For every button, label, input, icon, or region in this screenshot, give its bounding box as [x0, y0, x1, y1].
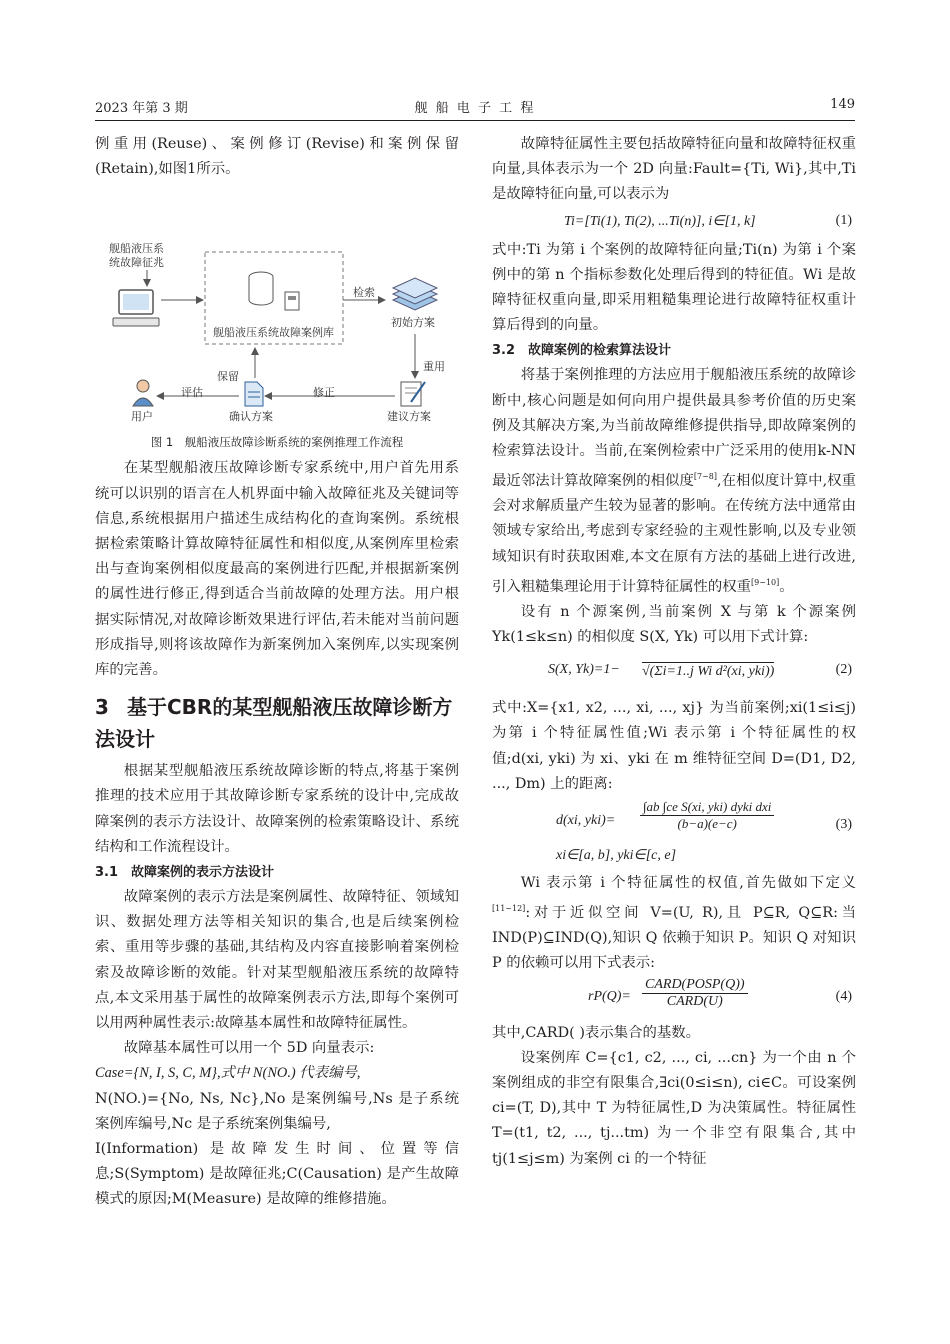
- confirmed-doc-icon: [245, 382, 263, 406]
- paragraph-basic-attr-b: Case={N, I, S, C, M},式中 N(NO.) 代表编号,: [95, 1065, 361, 1082]
- subsection-3-2-heading: 3.2 故障案例的检索算法设计: [492, 343, 672, 359]
- paragraph-card: 其中,CARD( )表示集合的基数。: [492, 1024, 701, 1041]
- equation-4-number: (4): [835, 988, 852, 1004]
- paragraph-similarity: 设有 n 个源案例,当前案例 X 与第 k 个源案例 Yk(1≤k≤n) 的相似度 S(X, Yk) 可以用下式计算:: [492, 603, 856, 646]
- journal-issue: 2023 年第 3 期: [95, 101, 188, 116]
- paragraph-eq2-desc: 式中:X={x1, x2, ..., xi, ..., xj} 为当前案例;xi(1≤i≤j) 为第 i 个特征属性值;Wi 表示第 i 个特征属性的权值;d(xi, yki) 为 xi、yki 在 m 维特征空间 D=(D1, D2, ..., Dm) 上的距离:: [492, 700, 856, 792]
- paragraph-workflow: 在某型舰船液压故障诊断专家系统中,用户首先用系统可以识别的语言在人机界面中输入故障征兆及关键词等信息,系统根据用户描述生成结构化的查询案例。系统根据检索策略计算故障特征属性和相似度,从案例库里检索出与查询案例相似度最高的案例进行匹配,并根据新案例的属性进行修正,得到适合当前故障的处理方法。用户根据实际情况,对故障诊断效果进行评估,若未能对当前问题形成指导,则将该故障作为新案例加入案例库,以实现案例库的完善。: [95, 460, 459, 679]
- fig-reuse-label: 重用: [423, 360, 445, 374]
- equation-1-body: Ti=[Ti(1), Ti(2), ...Ti(n)], i∈[1, k]: [564, 213, 756, 229]
- paragraph-representation: 故障案例的表示方法是案例属性、故障特征、领域知识、数据处理方法等相关知识的集合,也是后续案例检索、重用等步骤的基础,其结构及内容直接影响着案例检索及故障诊断的效能。针对某型舰船液压系统的故障特点,本文采用基于属性的故障案例表示方法,即每个案例可以用两种属性表示:故障基本属性和故障特征属性。: [95, 889, 459, 1032]
- equation-4: [492, 977, 856, 1021]
- figure-caption: 图 1 舰船液压故障诊断系统的案例推理工作流程: [150, 435, 404, 450]
- paragraph-basic-attr-a: 故障基本属性可以用一个 5D 向量表示:: [123, 1040, 375, 1057]
- fig-symptom-label: 舰船液压系 统故障征兆: [109, 242, 164, 270]
- equation-1: [492, 208, 856, 238]
- section-number: 3: [95, 695, 109, 720]
- equation-3: [492, 797, 856, 871]
- right-column: [492, 132, 856, 1172]
- paragraph-basic-attr-c: N(NO.)={No, Ns, Nc},No 是案例编号,Ns 是子系统案例库编号,Nc 是子系统案例集编号,: [95, 1090, 459, 1132]
- paragraph-case-library: 设案例库 C={c1, c2, ..., ci, ...cn} 为一个由 n 个案例组成的非空有限集合,∃ci(0≤i≤n), ci∈C。可设案例 ci=(T, D),其中 T 为特征属性,D 为决策属性。特征属性 T=(t1, t2, ..., tj...tm) 为一个非空有限集合,其中 tj(1≤j≤m) 为案例 ci 的一个特征: [492, 1049, 856, 1167]
- equation-2-lhs: S(X, Yk)=1−: [548, 662, 620, 678]
- page-number: 149: [830, 97, 855, 112]
- paragraph-retrieval: 将基于案例推理的方法应用于舰船液压系统的故障诊断中,核心问题是如何向用户提供最具参考价值的历史案例及其解决方案,为当前故障维修提供指导,即故障案例的检索算法设计。当前,在案例检索中广泛采用的使用k-NN最近邻法计算故障案例的相似度[7~8],在相似度计算中,权重会对求解质量产生较为显著的影响。在传统方法中通常由领域专家给出,考虑到专家经验的主观性影响,以及专业领域知识有时获取困难,本文在原有方法的基础上进行改进,引入粗糙集理论用于计算特征属性的权重[9~10]。: [492, 367, 856, 595]
- equation-3-condition: xi∈[a, b], yki∈[c, e]: [556, 848, 677, 864]
- equation-4-lhs: rP(Q)=: [588, 988, 631, 1004]
- equation-4-fraction: [642, 977, 748, 1010]
- fig-evaluate-label: 评估: [181, 386, 203, 400]
- workflow-diagram: [95, 182, 459, 410]
- figure-1: [95, 182, 459, 424]
- fig-retain-label: 保留: [217, 370, 239, 384]
- database-icon: [249, 272, 299, 310]
- equation-3-numerator: ∫ab ∫ce S(xi, yki) dyki dxi: [640, 799, 774, 816]
- equation-2-rhs: √(Σi=1..j Wi d²(xi, yki)): [642, 664, 775, 680]
- equation-1-number: (1): [835, 212, 852, 228]
- section-title: 基于CBR的某型舰船液压故障诊断方法设计: [95, 695, 453, 752]
- fig-case-base-label: 舰船液压系统故障案例库: [213, 326, 334, 340]
- equation-3-denominator: (b−a)(e−c): [677, 816, 737, 832]
- section-3-heading: [95, 691, 459, 755]
- fig-revise-label: 修正: [313, 386, 335, 400]
- fig-user-label: 用户: [131, 410, 153, 424]
- equation-3-lhs: d(xi, yki)=: [556, 813, 616, 829]
- fig-initial-label: 初始方案: [391, 316, 435, 330]
- equation-4-denominator: CARD(U): [666, 993, 723, 1009]
- computer-icon: [113, 290, 159, 326]
- documents-icon: [393, 278, 437, 310]
- equation-3-number: (3): [835, 817, 852, 833]
- paragraph-eq1-desc: 式中:Ti 为第 i 个案例的故障特征向量;Ti(n) 为第 i 个案例中的第 n 个指标参数化处理后得到的特征值。Wi 是故障特征权重向量,即采用粗糙集理论进行故障特征权重计算后得到的向量。: [492, 241, 856, 334]
- suggested-doc-icon: [401, 382, 425, 406]
- citation-7-8: [7~8]: [693, 472, 718, 482]
- fig-confirmed-label: 确认方案: [229, 410, 273, 424]
- user-icon: [133, 380, 153, 406]
- equation-4-numerator: CARD(POSP(Q)): [642, 977, 748, 994]
- left-column: [95, 132, 459, 1213]
- subsection-3-1-heading: 3.1 故障案例的表示方法设计: [95, 865, 275, 881]
- citation-9-10: [9~10]: [751, 577, 780, 587]
- paragraph-cbr-cycle: 例重用(Reuse)、案例修订(Revise)和案例保留(Retain),如图1所示。: [95, 136, 459, 178]
- header-rule: [95, 120, 855, 121]
- fig-retrieve-label: 检索: [353, 286, 375, 300]
- fig-suggested-label: 建议方案: [387, 410, 431, 424]
- paragraph-section-intro: 根据某型舰船液压系统故障诊断的特点,将基于案例推理的技术应用于其故障诊断专家系统的设计中,完成故障案例的表示方法设计、故障案例的检索策略设计、系统结构和工作流程设计。: [95, 763, 459, 855]
- equation-2: [492, 650, 856, 696]
- paragraph-fault-feature: 故障特征属性主要包括故障特征向量和故障特征权重向量,具体表示为一个 2D 向量:Fault={Ti, Wi},其中,Ti 是故障特征向量,可以表示为: [492, 136, 856, 203]
- equation-3-fraction: [640, 799, 774, 832]
- journal-title: 舰 船 电 子 工 程: [414, 101, 536, 116]
- citation-11-12: [11~12]: [492, 904, 526, 914]
- equation-2-number: (2): [835, 662, 852, 678]
- paragraph-basic-attr-d: I(Information) 是故障发生时间、位置等信息;S(Symptom) 是故障征兆;C(Causation) 是产生故障模式的原因;M(Measure) 是故障的维修措施。: [95, 1141, 459, 1208]
- paragraph-weight-def: Wi 表示第 i 个特征属性的权值,首先做如下定义[11~12]:对于近似空间 V=(U, R),且 P⊆R, Q⊆R:当 IND(P)⊆IND(Q),知识 Q 依赖于知识 P。知识 Q 对知识 P 的依赖可以用下式表示:: [492, 875, 856, 972]
